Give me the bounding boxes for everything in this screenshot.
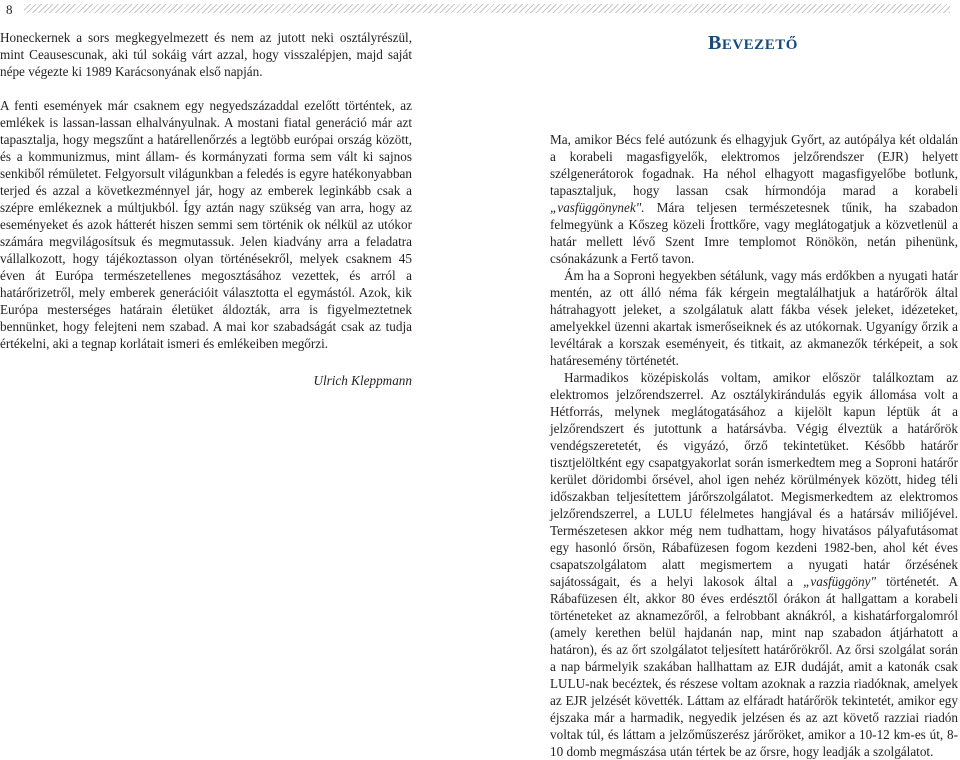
- intro-p1-text-b: Mára teljesen természetesnek tűnik, ha szabadon felmegyünk a Kőszeg közeli Írottkőre, vagy meglátogatjuk a közvetlenül a határ mellett lévő Szent Imre templomot Rönökön, netán pihenünk, csónakázunk a Fertő tavon.: [550, 200, 958, 266]
- intro-p1-emphasis: „vasfüggönynek".: [550, 200, 645, 215]
- author-signature: Ulrich Kleppmann: [313, 373, 412, 388]
- intro-paragraph-1: [550, 131, 958, 267]
- intro-paragraph-2: Ám ha a Soproni hegyekben sétálunk, vagy más erdőkben a nyugati határ mentén, az ott álló néma fák kérgein megtalálhatjuk a határőrök által hátrahagyott jeleket, a szolgálatuk alatt fákba vések jeleket, idézeteket, amelyekkel üzenni akartak ismerőseiknek és az utókornak. Ugyanígy őrzik a levéltárak a korszak eseményeit, és titkait, az akmanezők térképeit, a sok határesemény történetét.: [550, 268, 958, 368]
- foreword-column: [0, 29, 412, 389]
- intro-p3-text-a: Harmadikos középiskolás voltam, amikor először találkoztam az elektromos jelzőrendszerrel. Az osztálykirándulás egyik állomása volt a Hétforrás, melynek meglátogatásához a kijelölt kapun léptük át a jelzőrendszert és jutottunk a határsávba. Végig élveztük a határőrök vendégszeretetét, és vigyázó, őrző tekintetüket. Később határőr tisztjelöltként egy csapatgyakorlat során ismerkedtem meg a Soproni határőr kerület döridombi őrsével, ahol igen nehéz körülmények között, hideg téli időszakban teljesítettem járőrszolgálatot. Megismerkedtem az elektromos jelzőrendszerrel, a LULU félelmetes hangjával és a határsáv miliőjével. Természetesen akkor még nem tudhattam, hogy hivatásos pályafutásomat egy hasonló őrsön, Rábafüzesen fogom kezdeni 1982-ben, ahol két éves csapatszolgálatom alatt megismertem a nyugati határ őrzésének sajátosságait, és a helyi lakosok által a: [550, 370, 958, 589]
- intro-p3-emphasis: „vasfüggöny": [803, 574, 877, 589]
- introduction-column: [550, 131, 958, 760]
- page-number: 8: [6, 2, 13, 17]
- heading-rest: EVEZETŐ: [721, 37, 798, 53]
- intro-p3-text-b: történetét. A Rábafüzesen élt, akkor 80 éves erdésztől órákon át hallgattam a korabeli történeteket az aknamezőről, a felrobbant aknákról, a kishatárforgalomról (amely kerethen belül hajdanán nap, mint nap szabadon átjárhatott a határon), és az őrt szolgálatot teljesített határőrökről. Az őrsi szolgálat során a nap bármelyik szakában hallhattam az EJR dudáját, amit a katonák csak LULU-nak becéztek, és részese voltam azoknak a razzia riadóknak, amelyek az EJR jelzését követték. Láttam az elfáradt határőrök tekintetét, amikor egy éjszaka már a harmadik, negyedik jelzésen és az azt követő razziai riadón voltak túl, és láttam a jelzőműszerész járőröket, amikor a 10-12 km-es út, 8-10 domb megmászása után tértek be az őrsre, hogy leadják a szolgálatot.: [550, 574, 958, 759]
- foreword-paragraph-1: Honeckernek a sors megkegyelmezett és nem az jutott neki osztályrészül, mint Ceausescunak, aki túl sokáig várt azzal, hogy visszalépjen, majd saját népe végezte ki 1989 Karácsonyának első napján.: [0, 30, 412, 79]
- foreword-paragraph-2: A fenti események már csaknem egy negyedszázaddal ezelőtt történtek, az emlékek is lassan-lassan elhalványulnak. A mostani fiatal generáció már azt tapasztalja, hogy megszűnt a határellenőrzés a legtöbb európai ország között, és a kommunizmus, mint állam- és kormányzati forma sem vált ki sajnos senkiből rémületet. Felgyorsult világunkban a feledés is egyre hatékonyabban terjed és azzal a következménnyel jár, hogy az emberek leginkább csak a szépre emlékeznek a múltjukból. Így aztán nagy szükség van arra, hogy az eseményeket és azok hátterét hiszen semmi sem történik ok nélkül az utókor számára megvilágosítsuk és megmutassuk. Jelen kiadvány arra a feladatra vállalkozott, hogy tájékoztasson olyan történésekről, melyek csaknem 45 éven át Európa természetellenes megosztásához vezettek, és arról a határőrizetről, mely emberek generációit választotta el egymástól. Azok, kik Európa mesterséges határain életüket áldozták, arra is figyelmeztetnek bennünket, hogy felejteni nem szabad. A mai kor szabadságát csak az tudja értékelni, aki a tegnap korlátait ismeri és emlékeiben megőrzi.: [0, 98, 412, 351]
- heading-initial: B: [708, 32, 722, 54]
- intro-p1-text-a: Ma, amikor Bécs felé autózunk és elhagyjuk Győrt, az autópálya két oldalán a korabeli magasfigyelők, elektromos jelzőrendszer (EJR) helyett szélgenerátorok fogadnak. Ha néhol elhagyott magasfigyelőbe botlunk, tapasztaljuk, hogy lassan csak hírmondója marad a korabeli: [550, 132, 958, 198]
- intro-paragraph-3: [550, 369, 958, 760]
- decorative-hatch-bar: [24, 4, 950, 13]
- section-heading: [708, 32, 798, 55]
